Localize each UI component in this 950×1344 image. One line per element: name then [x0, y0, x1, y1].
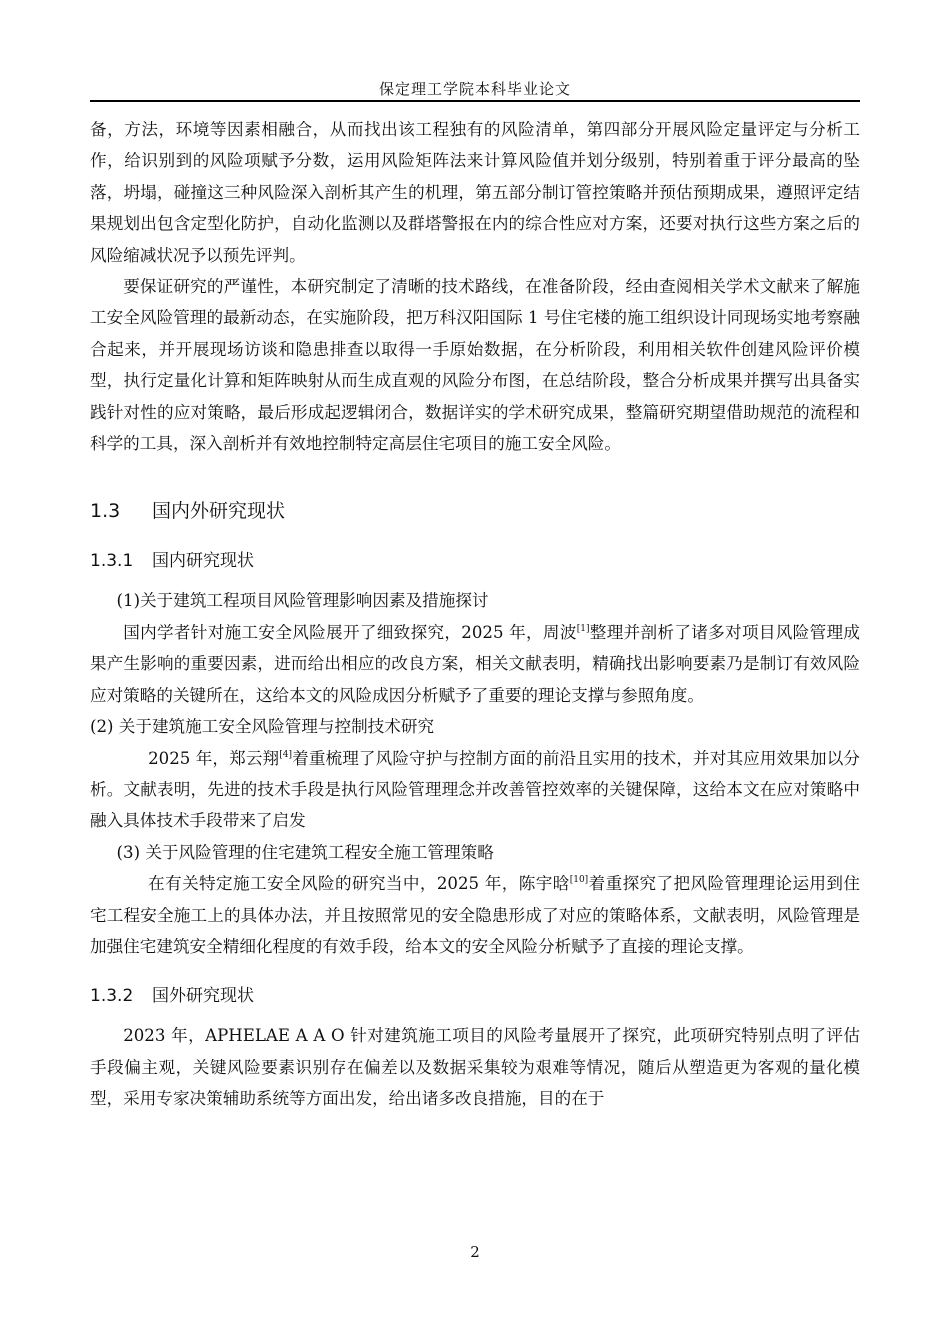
section-heading-1-3-1: [90, 545, 860, 577]
text-run: 2025 年，郑云翔: [148, 748, 280, 768]
header-rule: [90, 100, 860, 102]
paragraph-aphelae: 2023 年，APHELAE A A O 针对建筑施工项目的风险考量展开了探究，此项研究特别点明了评估手段偏主观，关键风险要素识别存在偏差以及数据采集较为艰难等情况，随后从塑造更为客观的量化模型，采用专家决策辅助系统等方面出发，给出诸多改良措施，目的在于: [90, 1026, 860, 1109]
text-run: 着重梳理了风险守护与控制方面的前沿且实用的技术，并对其应用效果加以分析。文献表明，先进的技术手段是执行风险管理理念并改善管控效率的关键保障，这给本文在应对策略中融入具体技术手段带来了启发: [90, 748, 860, 831]
list-item-2: (2) 关于建筑施工安全风险管理与控制技术研究: [90, 717, 435, 737]
section-title: 国外研究现状: [152, 986, 254, 1007]
citation: [10]: [569, 875, 589, 886]
list-item-3: (3) 关于风险管理的住宅建筑工程安全施工管理策略: [116, 842, 494, 862]
paragraph-methods-continued: 备，方法，环境等因素相融合，从而找出该工程独有的风险清单，第四部分开展风险定量评定与分析工作，给识别到的风险项赋予分数，运用风险矩阵法来计算风险值并划分级别，特别着重于评分最高的坠落，坍塌，碰撞这三种风险深入剖析其产生的机理，第五部分制订管控策略并预估预期成果，遵照评定结果规划出包含定型化防护，自动化监测以及群塔警报在内的综合性应对方案，还要对执行这些方案之后的风险缩减状况予以预先评判。: [90, 120, 860, 265]
paragraph-zhou-bo: [90, 617, 860, 711]
text-run: 整理并剖析了诸多对项目风险管理成果产生影响的重要因素，进而给出相应的改良方案，相关文献表明，精确找出影响要素乃是制订有效风险应对策略的关键所在，这给本文的风险成因分析赋予了重要的理论支撑与参照角度。: [90, 622, 860, 705]
text-run: 着重探究了把风险管理理论运用到住宅工程安全施工上的具体办法，并且按照常见的安全隐患形成了对应的策略体系，文献表明，风险管理是加强住宅建筑安全精细化程度的有效手段，给本文的安全风险分析赋予了直接的理论支撑。: [90, 874, 860, 956]
citation: [1]: [576, 623, 590, 634]
section-title: 国内研究现状: [152, 551, 254, 572]
section-heading-1-3-2: [90, 980, 860, 1012]
section-title: 国内外研究现状: [152, 500, 286, 523]
section-number: 1.3.1: [90, 551, 134, 572]
list-item-1: (1)关于建筑工程项目风险管理影响因素及措施探讨: [116, 591, 489, 611]
paragraph-zheng-yunxiang: [90, 743, 860, 837]
page-body: [90, 114, 860, 1115]
paragraph-technical-route: 要保证研究的严谨性，本研究制定了清晰的技术路线，在准备阶段，经由查阅相关学术文献来了解施工安全风险管理的最新动态，在实施阶段，把万科汉阳国际 1 号住宅楼的施工组织设计同现场实地考察融合起来，并开展现场访谈和隐患排查以取得一手原始数据，在分析阶段，利用相关软件创建风险评价模型，执行定量化计算和矩阵映射从而生成直观的风险分布图，在总结阶段，整合分析成果并撰写出具备实践针对性的应对策略，最后形成起逻辑闭合，数据详实的学术研究成果，整篇研究期望借助规范的流程和科学的工具，深入剖析并有效地控制特定高层住宅项目的施工安全风险。: [90, 277, 860, 454]
text-run: 在有关特定施工安全风险的研究当中，2025 年，陈宇晗: [148, 874, 570, 894]
paragraph-chen-yuhan: [90, 868, 860, 962]
section-number: 1.3: [90, 500, 121, 523]
section-number: 1.3.2: [90, 986, 134, 1007]
running-header: 保定理工学院本科毕业论文: [378, 80, 571, 98]
citation: [4]: [279, 749, 292, 760]
text-run: 国内学者针对施工安全风险展开了细致探究，2025 年，周波: [123, 622, 577, 642]
section-heading-1-3: [90, 495, 860, 527]
page-number: 2: [470, 1243, 480, 1261]
